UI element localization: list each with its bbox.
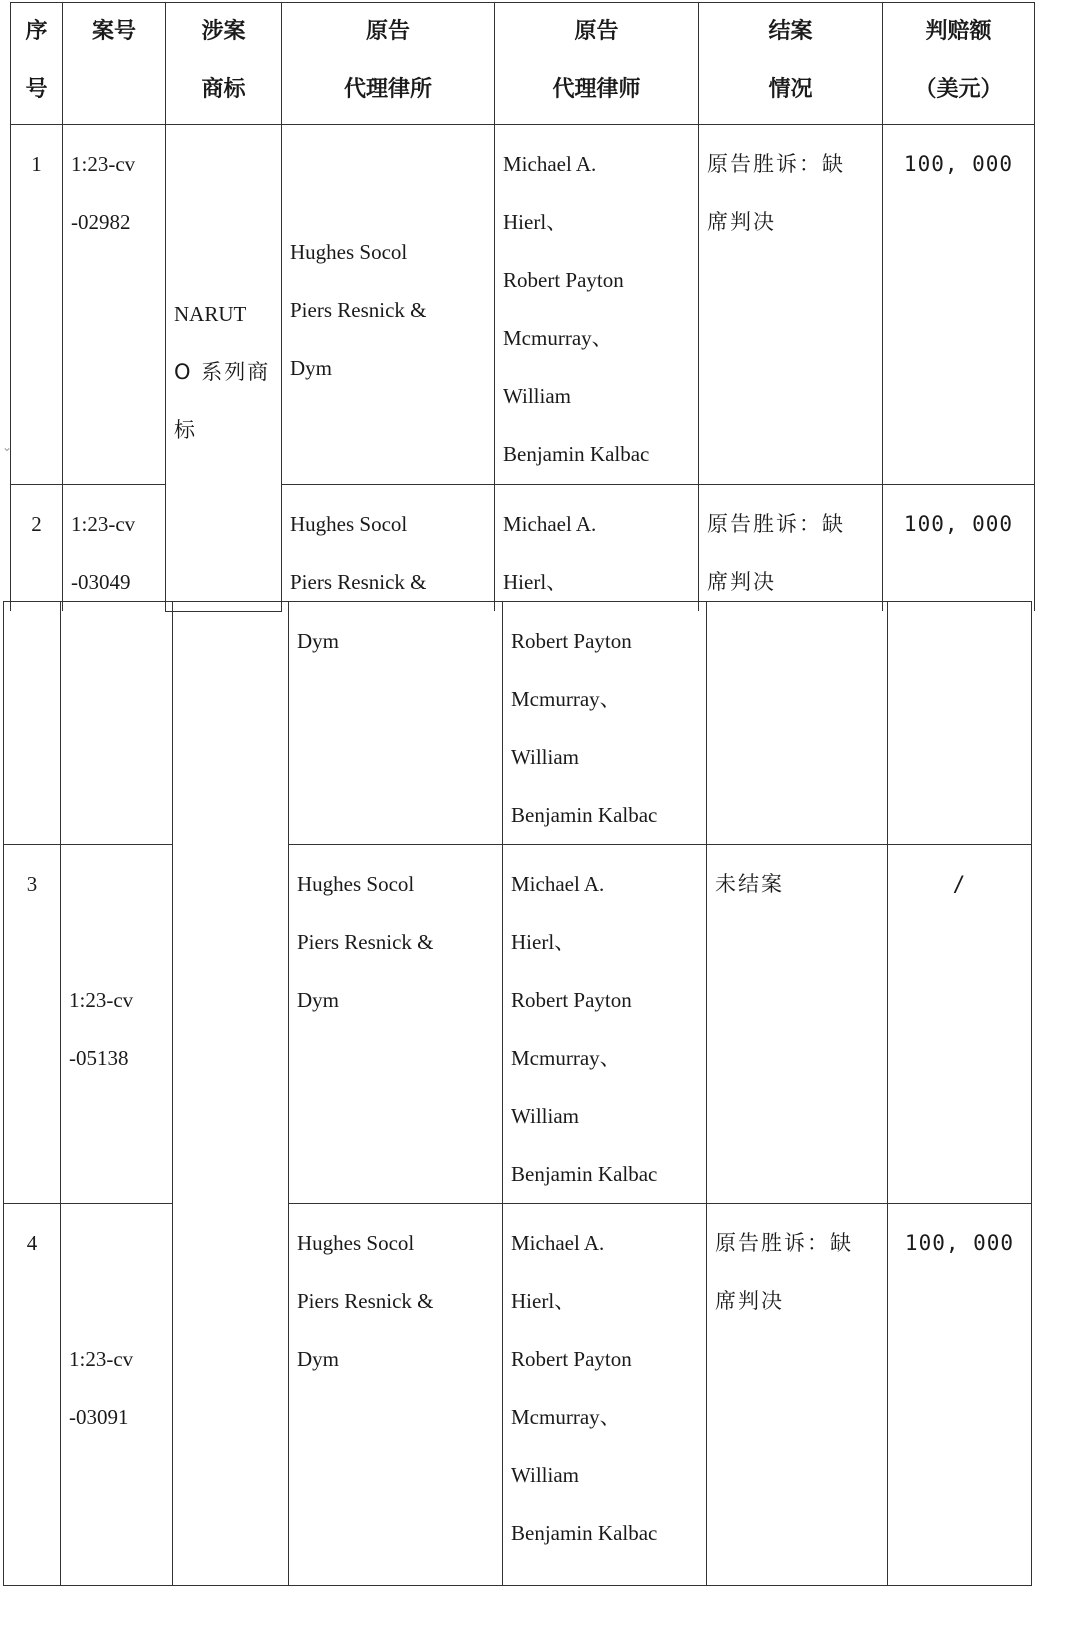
header-plaintiff-lawyers: 原告 代理律师 bbox=[495, 3, 699, 125]
table-header-row bbox=[11, 3, 1035, 125]
plaintiff-lawyers-cell: Michael A. Hierl、 Robert Payton Mcmurray、 William Benjamin Kalbac bbox=[503, 1204, 707, 1586]
case-number-cell: 1:23-cv -02982 bbox=[63, 125, 166, 485]
plaintiff-firm-cell: Hughes Socol Piers Resnick & Dym bbox=[289, 845, 503, 1204]
header-award: 判赔额 （美元） bbox=[883, 3, 1035, 125]
case-number-cell-continued bbox=[61, 602, 173, 845]
case-table-part-2 bbox=[3, 601, 1032, 1586]
plaintiff-lawyers-cell: Michael A. Hierl、 bbox=[495, 485, 699, 612]
header-case-result: 结案 情况 bbox=[699, 3, 883, 125]
serial-cell: 1 bbox=[11, 125, 63, 485]
case-number-cell: 1:23-cv -03049 bbox=[63, 485, 166, 612]
trademark-cell: NARUT O 系列商 标 bbox=[166, 125, 282, 612]
table-row bbox=[4, 1204, 1032, 1586]
plaintiff-lawyers-cell-continued: Robert Payton Mcmurray、 William Benjamin Kalbac bbox=[503, 602, 707, 845]
header-serial: 序 号 bbox=[11, 3, 63, 125]
table-row bbox=[11, 125, 1035, 485]
chevron-down-icon[interactable]: ⌄ bbox=[2, 440, 13, 454]
serial-cell: 3 bbox=[4, 845, 61, 1204]
case-number-cell: 1:23-cv -03091 bbox=[61, 1204, 173, 1586]
plaintiff-lawyers-cell: Michael A. Hierl、 Robert Payton Mcmurray、 William Benjamin Kalbac bbox=[495, 125, 699, 485]
plaintiff-firm-cell: Hughes Socol Piers Resnick & Dym bbox=[289, 1204, 503, 1586]
trademark-cell-continued bbox=[173, 602, 289, 1586]
plaintiff-lawyers-cell: Michael A. Hierl、 Robert Payton Mcmurray、 William Benjamin Kalbac bbox=[503, 845, 707, 1204]
case-result-cell: 未结案 bbox=[707, 845, 888, 1204]
header-plaintiff-firm: 原告 代理律所 bbox=[282, 3, 495, 125]
header-trademark: 涉案 商标 bbox=[166, 3, 282, 125]
award-cell: 100, 000 bbox=[888, 1204, 1032, 1586]
serial-cell: 2 bbox=[11, 485, 63, 612]
plaintiff-firm-cell-continued: Dym bbox=[289, 602, 503, 845]
case-result-cell: 原告胜诉：缺 席判决 bbox=[699, 125, 883, 485]
header-case-number: 案号 bbox=[63, 3, 166, 125]
case-result-cell-continued bbox=[707, 602, 888, 845]
case-result-cell: 原告胜诉：缺 席判决 bbox=[699, 485, 883, 612]
plaintiff-firm-cell: Hughes Socol Piers Resnick & bbox=[282, 485, 495, 612]
table-row-continued bbox=[4, 602, 1032, 845]
award-cell-continued bbox=[888, 602, 1032, 845]
award-cell: 100, 000 bbox=[883, 125, 1035, 485]
award-cell: 100, 000 bbox=[883, 485, 1035, 612]
case-table-part-1 bbox=[10, 2, 1035, 612]
case-result-cell: 原告胜诉：缺 席判决 bbox=[707, 1204, 888, 1586]
case-number-cell: 1:23-cv -05138 bbox=[61, 845, 173, 1204]
serial-cell-continued bbox=[4, 602, 61, 845]
table-row bbox=[4, 845, 1032, 1204]
plaintiff-firm-cell: Hughes Socol Piers Resnick & Dym bbox=[282, 125, 495, 485]
award-cell: / bbox=[888, 845, 1032, 1204]
serial-cell: 4 bbox=[4, 1204, 61, 1586]
table-row bbox=[11, 485, 1035, 612]
